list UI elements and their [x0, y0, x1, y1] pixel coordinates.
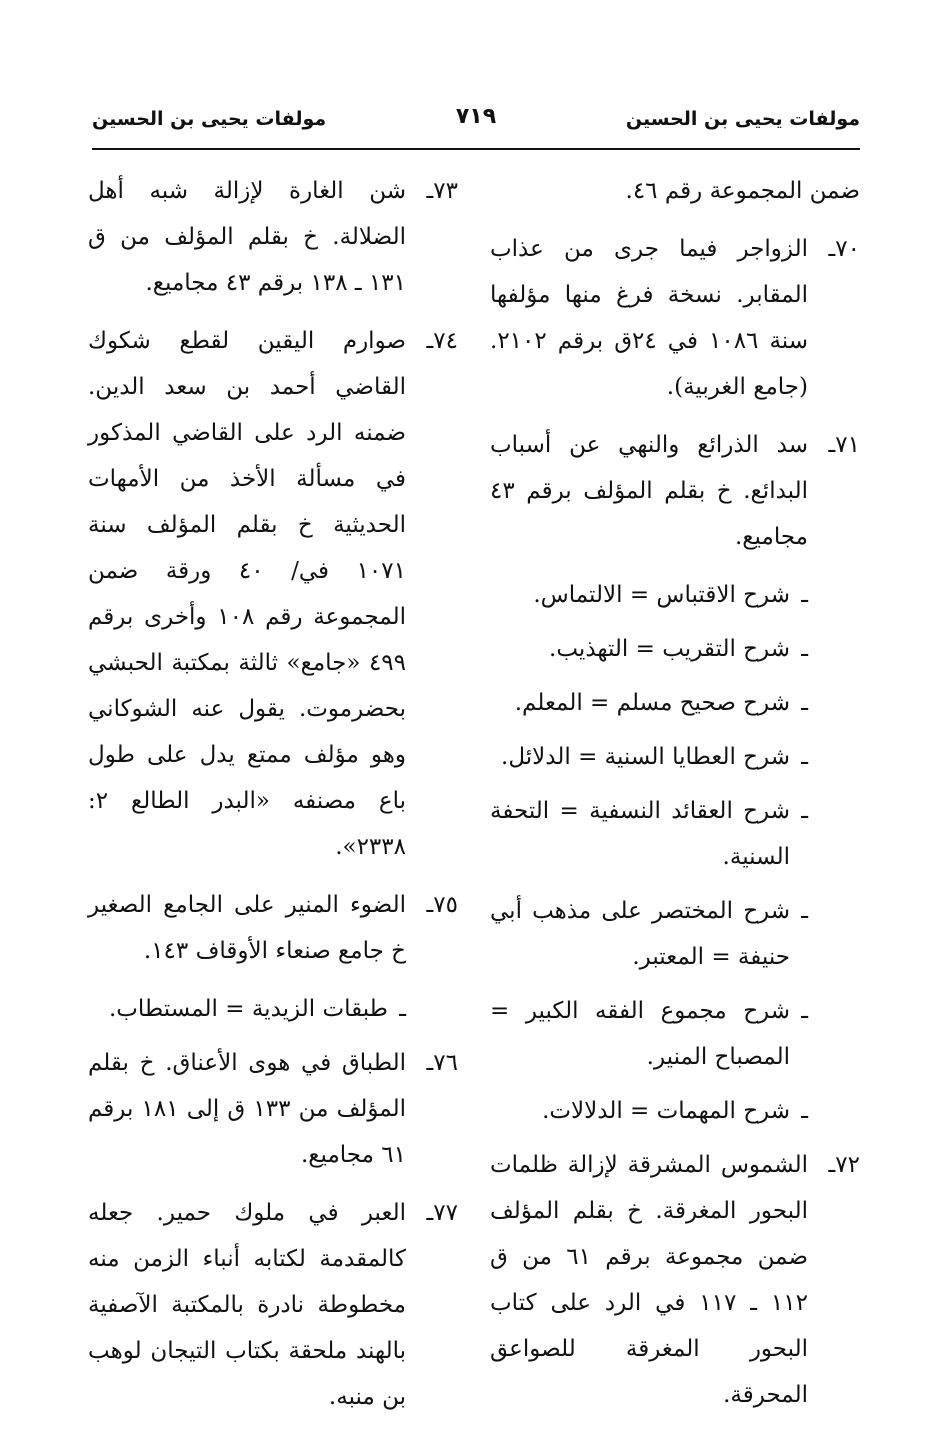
entry-text: شن الغارة لإزالة شبه أهل الضلالة. خ بقلم المؤلف من ق ١٣١ ـ ١٣٨ برقم ٤٣ مجاميع. [88, 178, 406, 296]
page-number: ٧١٩ [455, 104, 497, 129]
sub-item: ـ شرح الاقتباس = الالتماس. [533, 582, 808, 608]
entry-73 [88, 168, 458, 306]
right-column [490, 168, 860, 1430]
sub-item: ـ طبقات الزيدية = المستطاب. [108, 996, 406, 1022]
entry-70 [490, 226, 860, 410]
entry-text: الشموس المشرقة لإزالة ظلمات البحور المغرقة. خ بقلم المؤلف ضمن مجموعة برقم ٦١ من ق ١١٢ ـ ١١٧ في الرد على كتاب البحور المغرقة للصواعق المحرقة. [490, 1152, 808, 1408]
entry-number: ٧٧ـ [426, 1200, 458, 1226]
entry-text: الطباق في هوى الأعناق. خ بقلم المؤلف من ١٣٣ ق إلى ١٨١ برقم ٦١ مجاميع. [88, 1050, 406, 1168]
running-title-right: مولفات يحيى بن الحسين [625, 108, 860, 130]
sub-item: ـ شرح العقائد النسفية = التحفة السنية. [490, 798, 808, 870]
entry-number: ٧٥ـ [426, 892, 458, 918]
sub-item: ـ شرح صحيح مسلم = المعلم. [514, 690, 808, 716]
entry-number: ٧٦ـ [426, 1050, 458, 1076]
entry-74 [88, 318, 458, 870]
sub-item: ـ شرح المهمات = الدلالات. [542, 1098, 808, 1124]
sub-item: ـ شرح المختصر على مذهب أبي حنيفة = المعتبر. [490, 898, 808, 970]
entry-text: الضوء المنير على الجامع الصغير خ جامع صنعاء الأوقاف ١٤٣. [88, 892, 406, 964]
entry-text: صوارم اليقين لقطع شكوك القاضي أحمد بن سعد الدين. ضمنه الرد على القاضي المذكور في مسألة الأخذ من الأمهات الحديثية خ بقلم المؤلف سنة ١٠٧١ في/ ٤٠ ورقة ضمن المجموعة رقم ١٠٨ وأخرى برقم ٤٩٩ «جامع» ثالثة بمكتبة الحبشي بحضرموت. يقول عنه الشوكاني وهو مؤلف ممتع يدل على طول باع مصنفه «البدر الطالع ٢: ٢٣٣٨». [88, 328, 406, 860]
header-rule [92, 148, 860, 150]
sub-item: ـ شرح التقريب = التهذيب. [549, 636, 808, 662]
sub-item: ـ شرح مجموع الفقه الكبير = المصباح المنير. [490, 998, 808, 1070]
entry-72 [490, 1142, 860, 1418]
entry-75 [88, 882, 458, 974]
entry-number: ٧١ـ [828, 432, 860, 458]
entry-number: ٧٠ـ [828, 236, 860, 262]
entry-76 [88, 1040, 458, 1178]
entry-number: ٧٢ـ [828, 1152, 860, 1178]
entry-71 [490, 422, 860, 560]
left-column [88, 168, 458, 1432]
entry-77 [88, 1190, 458, 1420]
running-title-left: مولفات يحيى بن الحسين [92, 108, 327, 130]
entry-number: ٧٣ـ [426, 178, 458, 204]
entry-text: الزواجر فيما جرى من عذاب المقابر. نسخة فرغ منها مؤلفها سنة ١٠٨٦ في ٢٤ق برقم ٢١٠٢. (جامع الغربية). [490, 236, 808, 400]
running-header [92, 104, 860, 148]
continuation-text: ضمن المجموعة رقم ٤٦. [625, 178, 860, 204]
entry-number: ٧٤ـ [426, 328, 458, 354]
entry-text: العبر في ملوك حمير. جعله كالمقدمة لكتابه أنباء الزمن منه مخطوطة نادرة بالمكتبة الآصفية بالهند ملحقة بكتاب التيجان لوهب بن منبه. [88, 1200, 406, 1410]
entry-text: سد الذرائع والنهي عن أسباب البدائع. خ بقلم المؤلف برقم ٤٣ مجاميع. [490, 432, 808, 550]
sub-item: ـ شرح العطايا السنية = الدلائل. [501, 744, 808, 770]
